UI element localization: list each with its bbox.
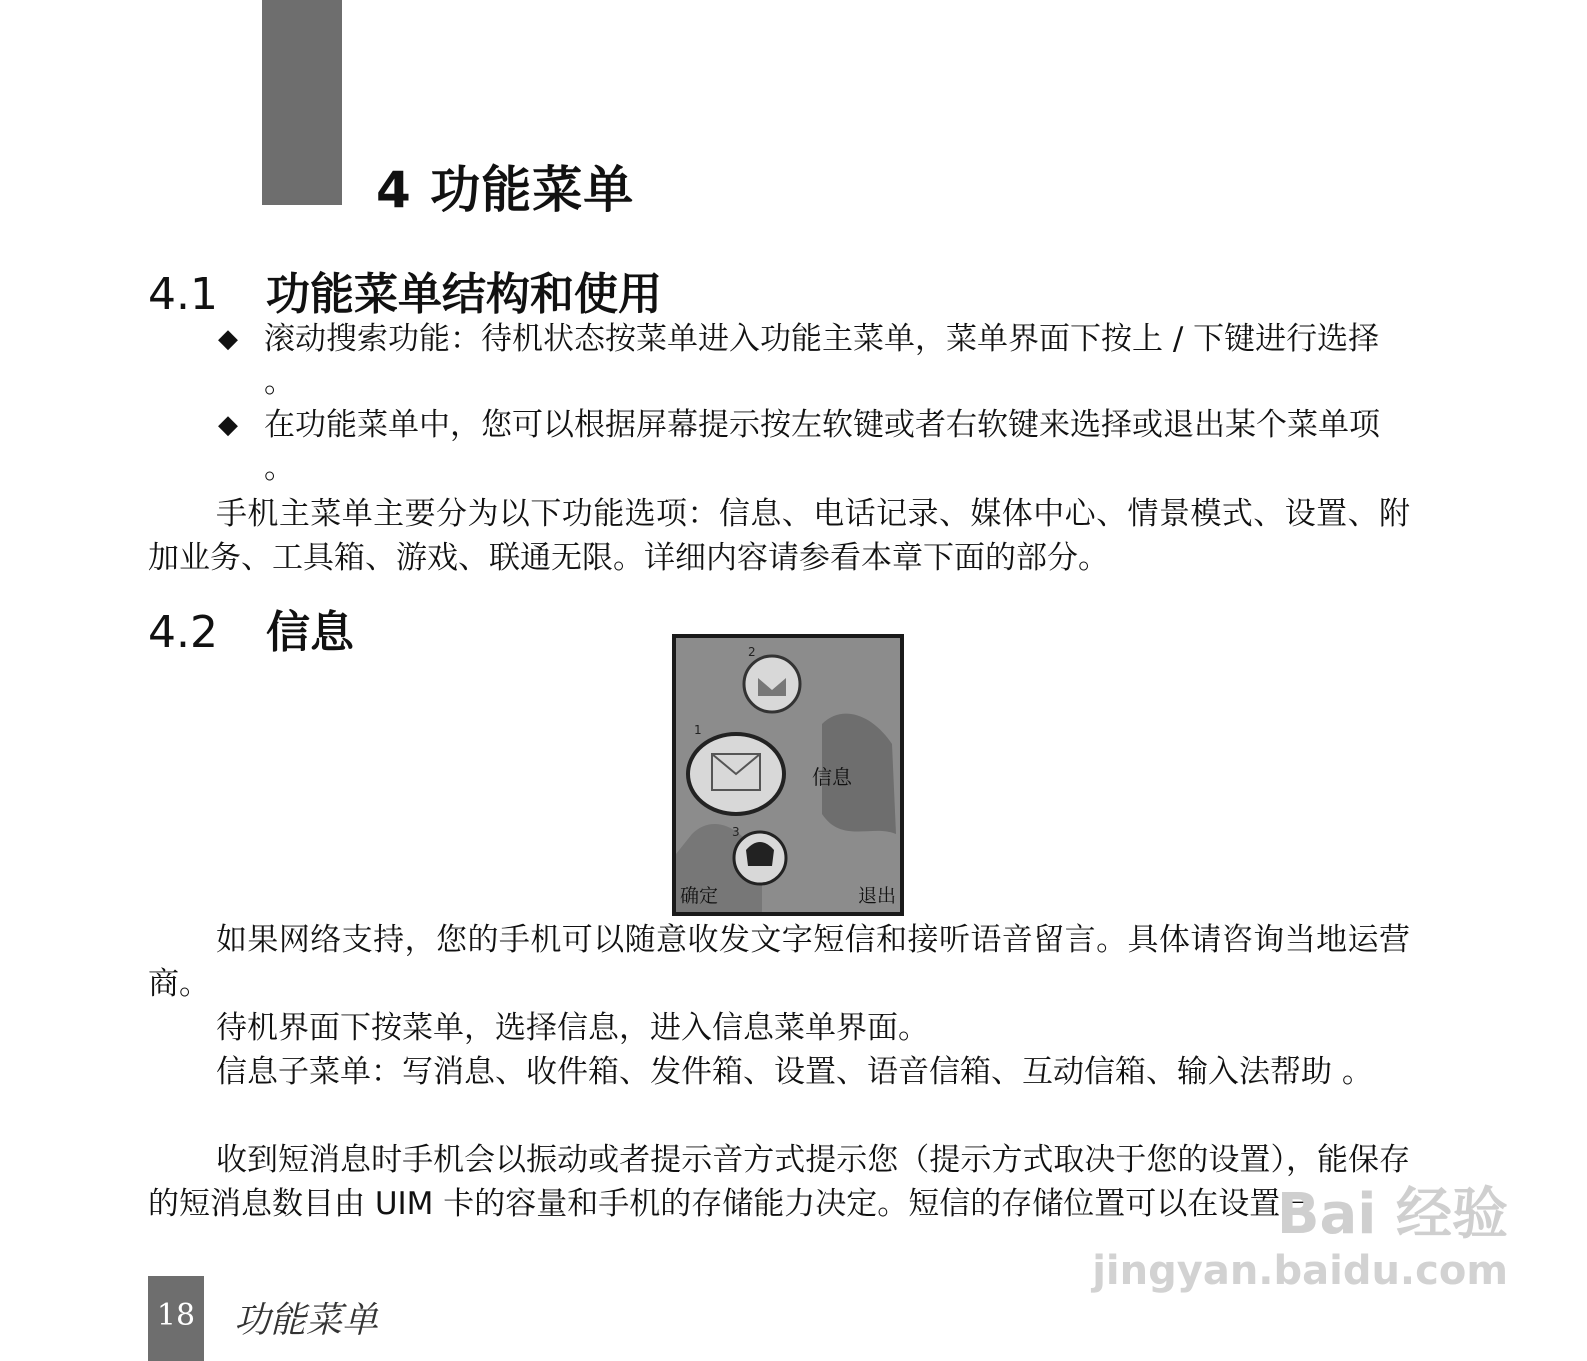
section-number: 4.2 [148,607,218,658]
left-softkey-label: 确定 [680,885,719,907]
chapter-bar [262,0,342,205]
chapter-title: 4 功能菜单 [376,161,635,219]
page-number: 18 [156,1298,196,1333]
menu-item-label: 信息 [812,765,852,789]
paragraph-network: 如果网络支持，您的手机可以随意收发文字短信和接听语音留言。具体请咨询当地运营商。 [148,922,1410,1002]
menu-number: 1 [694,723,702,737]
menu-number: 2 [748,645,756,659]
phone-screen-illustration [672,634,904,916]
bubble-icon-top [744,656,800,712]
right-softkey-label: 退出 [858,885,897,907]
section-number: 4.1 [148,269,218,320]
diamond-bullet-icon: ◆ [218,324,238,354]
paragraph-standby: 待机界面下按菜单，选择信息，进入信息菜单界面。 [216,1010,929,1046]
diamond-bullet-icon: ◆ [218,410,238,440]
paragraph-main-menu: 手机主菜单主要分为以下功能选项：信息、电话记录、媒体中心、情景模式、设置、附加业务、工具箱、游戏、联通无限。详细内容请参看本章下面的部分。 [148,496,1410,576]
paragraph-receive: 收到短消息时手机会以振动或者提示音方式提示您（提示方式取决于您的设置），能保存的短消息数目由 UIM 卡的容量和手机的存储能力决定。短信的存储位置可以在设置－ [148,1142,1410,1222]
menu-number: 3 [732,825,740,839]
section-heading-4-2 [148,596,354,660]
bullet-text: 在功能菜单中，您可以根据屏幕提示按左软键或者右软键来选择或退出某个菜单项 。 [264,407,1380,486]
bullet-item [218,318,1418,404]
section-title: 信息 [266,607,354,658]
watermark [1092,1170,1508,1310]
section-title: 功能菜单结构和使用 [266,269,662,320]
watermark-url: jingyan.baidu.com [1092,1248,1508,1294]
bullet-item [218,404,1418,490]
paragraph-submenu: 信息子菜单：写消息、收件箱、发件箱、设置、语音信箱、互动信箱、输入法帮助 。 [216,1054,1373,1090]
watermark-brand: Bai 经验 [1276,1182,1508,1247]
section-heading-4-1 [148,258,662,322]
footer-title: 功能菜单 [234,1300,379,1341]
bullet-text: 滚动搜索功能：待机状态按菜单进入功能主菜单，菜单界面下按上 / 下键进行选择 。 [264,321,1380,400]
